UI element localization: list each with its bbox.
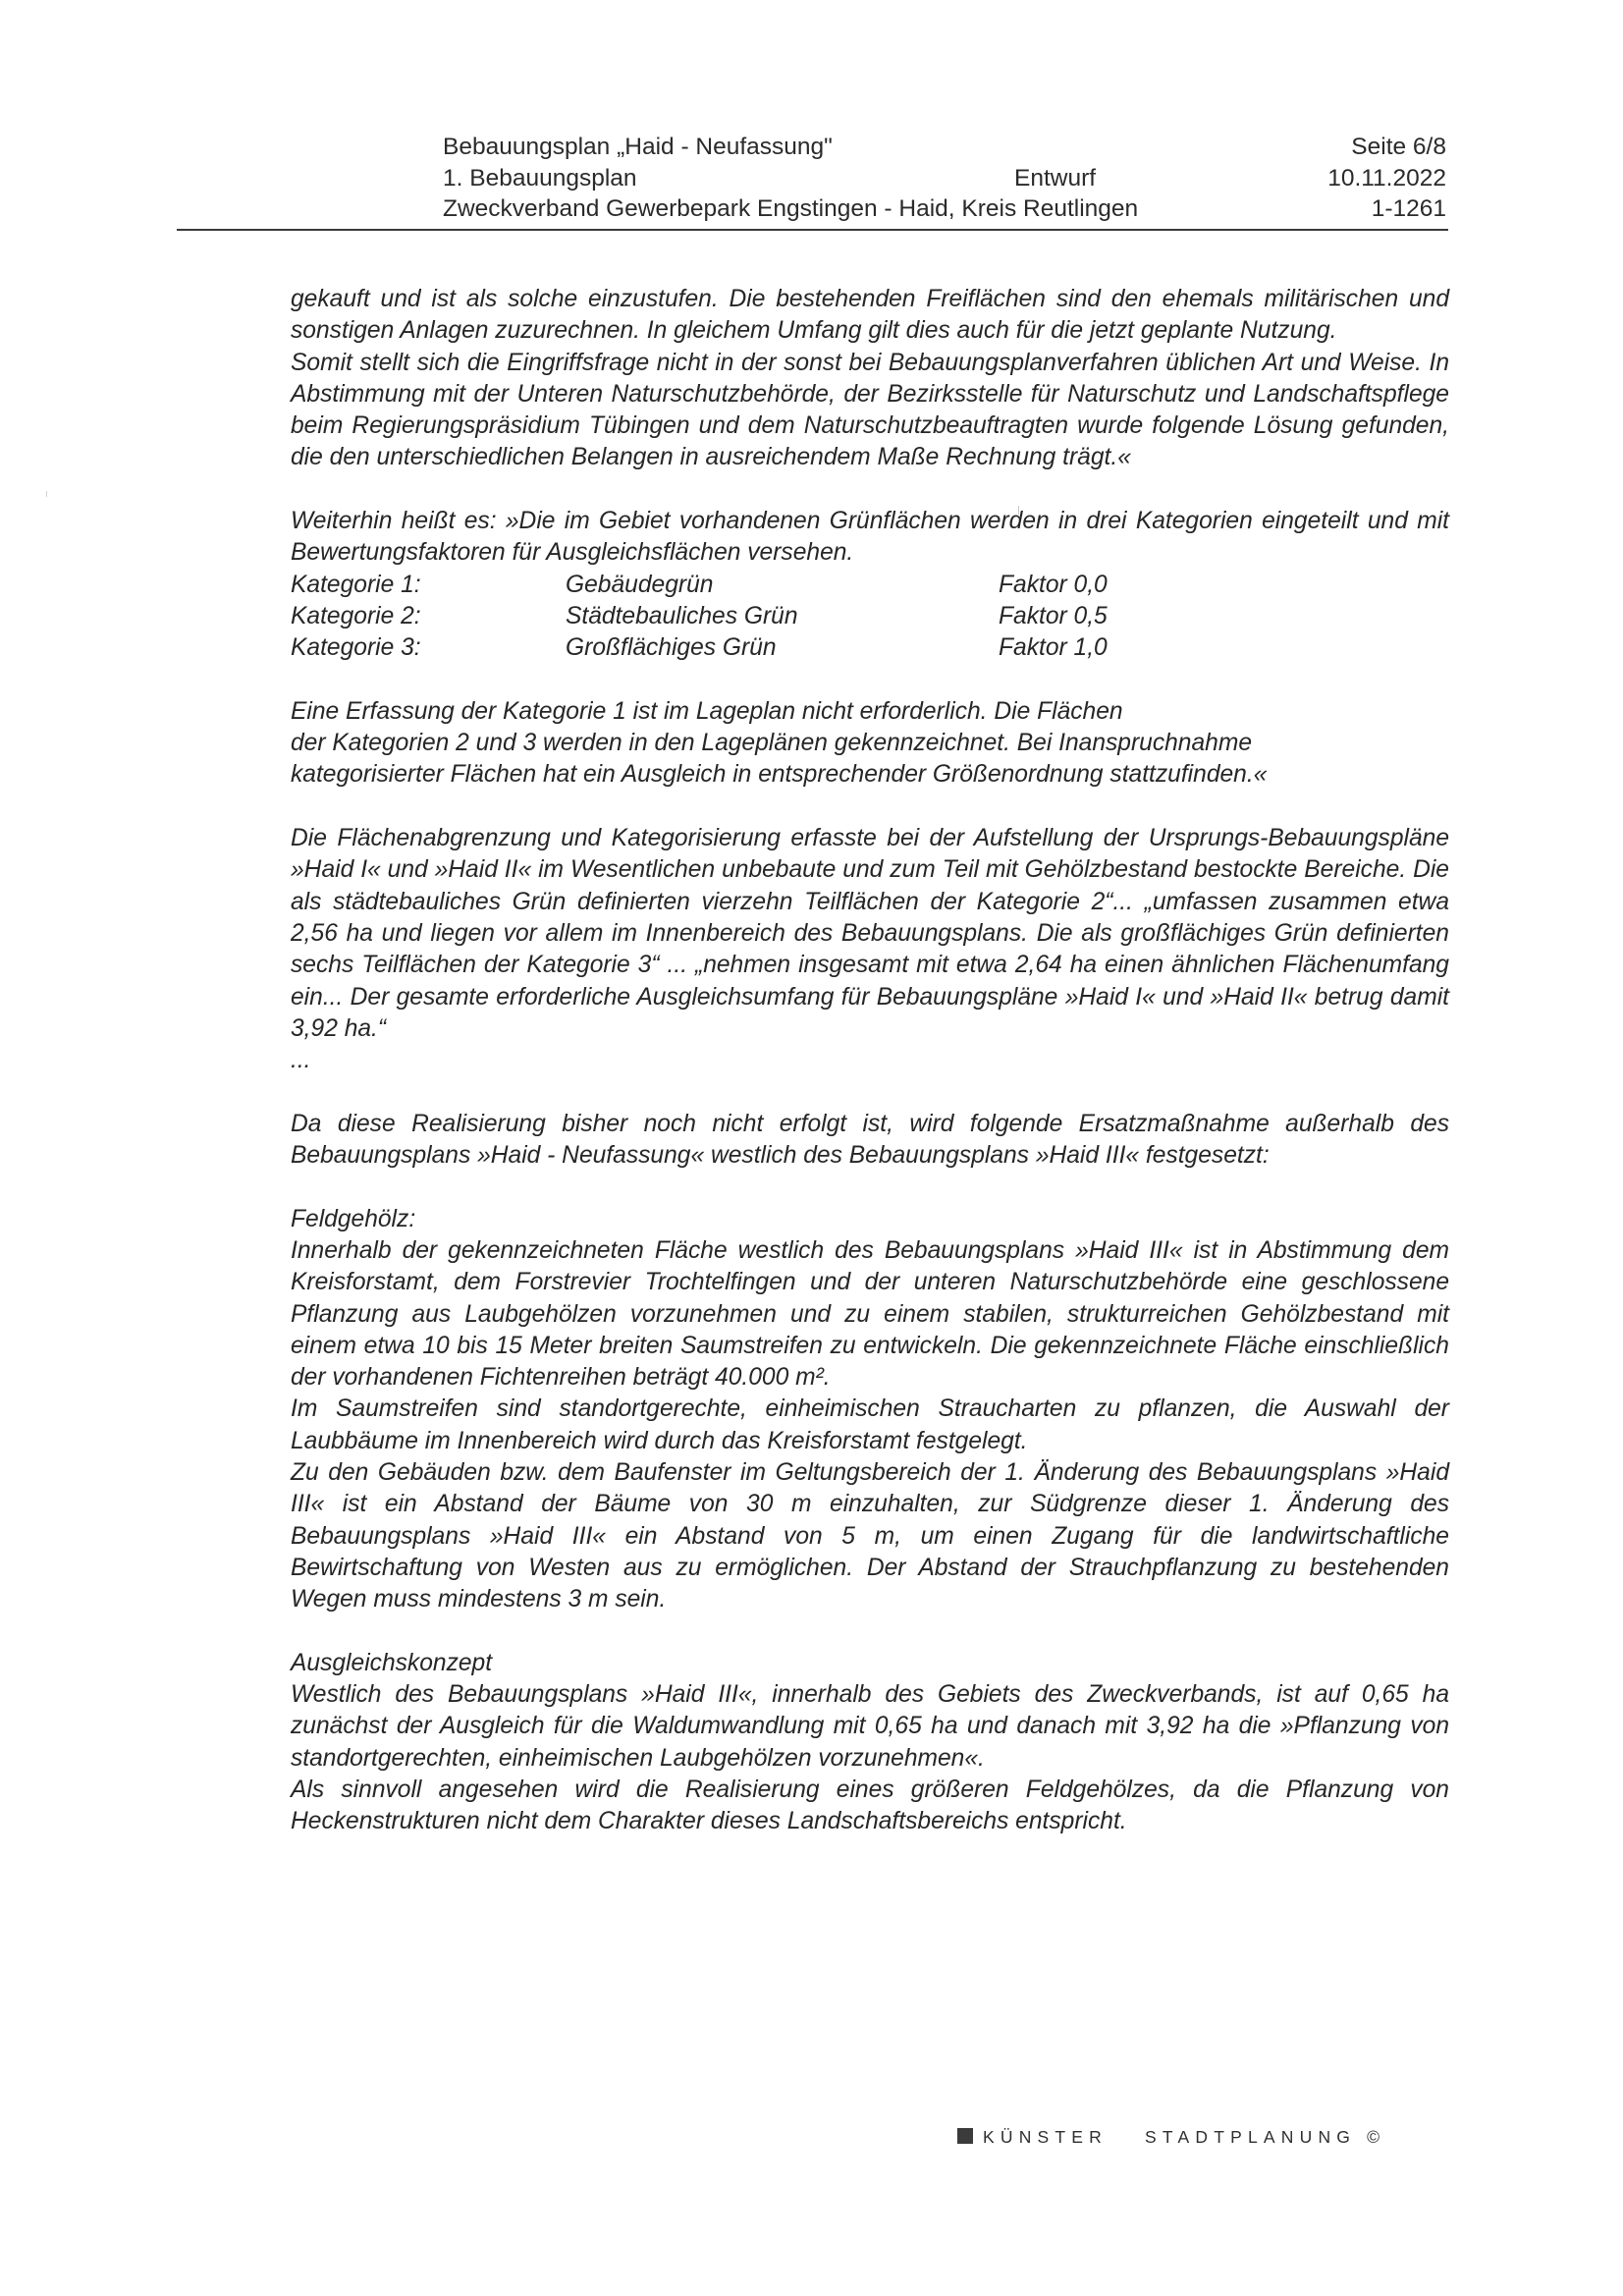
document-subtitle: 1. Bebauungsplan (443, 164, 637, 191)
category-row (291, 570, 1449, 601)
header-divider (177, 229, 1448, 231)
document-title: Bebauungsplan „Haid - Neufassung" (443, 134, 833, 160)
scan-artifact (46, 491, 47, 497)
category-name: Städtebauliches Grün (566, 602, 798, 629)
copyright-icon: © (1367, 2127, 1386, 2147)
category-factor: Faktor 0,5 (999, 602, 1108, 629)
paragraph-line: kategorisierter Flächen hat ein Ausgleich in entsprechender Größenordnung stattzufinden.« (291, 761, 1268, 789)
category-label: Kategorie 3: (291, 634, 421, 662)
category-name: Großflächiges Grün (566, 634, 777, 662)
paragraph: gekauft und ist als solche einzustufen. Die bestehenden Freiflächen sind den ehemals militärischen und sonstigen Anlagen zuzurechnen. In gleichem Umfang gilt dies auch für die jetzt geplante Nutzung. (291, 286, 1449, 345)
client-name: Zweckverband Gewerbepark Engstingen - Haid, Kreis Reutlingen (443, 195, 1139, 222)
paragraph: Die Flächenabgrenzung und Kategorisierung erfasste bei der Aufstellung der Ursprungs-Bebauungspläne »Haid I« und »Haid II« im Wesentlichen unbebaute und zum Teil mit Gehölzbestand bestockte Bereiche. Die als städtebauliches Grün definierten vierzehn Teilflächen der Kategorie 2“... „umfassen zusammen etwa 2,56 ha und liegen vor allem im Innenbereich des Bebauungsplans. Die als großflächiges Grün definierten sechs Teilflächen der Kategorie 3“ ... „nehmen insgesamt mit etwa 2,64 ha einen ähnlichen Flächenumfang ein... Der gesamte erforderliche Ausgleichsumfang für Bebauungspläne »Haid I« und »Haid II« betrug damit 3,92 ha.“ (291, 825, 1449, 1042)
header-row-3 (443, 193, 1446, 225)
paragraph: Somit stellt sich die Eingriffsfrage nicht in der sonst bei Bebauungsplanverfahren üblichen Art und Weise. In Abstimmung mit der Unteren Naturschutzbehörde, der Bezirksstelle für Naturschutz und Landschaftspflege beim Regierungspräsidium Tübingen und dem Naturschutzbeauftragten wurde folgende Lösung gefunden, die den unterschiedlichen Belangen in ausreichendem Maße Rechnung trägt.« (291, 349, 1449, 471)
section-heading: Ausgleichskonzept (291, 1649, 493, 1676)
document-date: 10.11.2022 (1327, 164, 1446, 191)
project-number: 1-1261 (1371, 195, 1446, 222)
paragraph-line: der Kategorien 2 und 3 werden in den Lageplänen gekennzeichnet. Bei Inanspruchnahme (291, 730, 1253, 757)
category-name: Gebäudegrün (566, 571, 714, 598)
page-header (443, 132, 1446, 225)
footer-branding (957, 2127, 1448, 2148)
page-number: Seite 6/8 (1351, 134, 1446, 160)
paragraph: Westlich des Bebauungsplans »Haid III«, innerhalb des Gebiets des Zweckverbands, ist auf 0,65 ha zunächst der Ausgleich für die Waldumwandlung mit 0,65 ha und danach mit 3,92 ha die »Pflanzung von standortgerechten, einheimischen Laubgehölzen vorzunehmen«. (291, 1681, 1449, 1772)
footer-word-1: KÜNSTER (983, 2127, 1109, 2147)
category-factor: Faktor 1,0 (999, 634, 1108, 662)
document-status: Entwurf (1014, 164, 1097, 191)
paragraph: Zu den Gebäuden bzw. dem Baufenster im Geltungsbereich der 1. Änderung des Bebauungsplans »Haid III« ist ein Abstand der Bäume von 30 m einzuhalten, zur Südgrenze dieser 1. Änderung des Bebauungsplans »Haid III« ein Abstand von 5 m, um einen Zugang für die landwirtschaftliche Bewirtschaftung von Westen aus zu ermöglichen. Der Abstand der Strauchpflanzung zu bestehenden Wegen muss mindestens 3 m sein. (291, 1458, 1449, 1613)
footer-word-2: STADTPLANUNG (1145, 2127, 1357, 2147)
section-heading: Feldgehölz: (291, 1205, 416, 1232)
paragraph: Innerhalb der gekennzeichneten Fläche westlich des Bebauungsplans »Haid III« ist in Abstimmung dem Kreisforstamt, dem Forstrevier Trochtelfingen und der unteren Naturschutzbehörde eine geschlossene Pflanzung aus Laubgehölzen vorzunehmen und zu einem stabilen, strukturreichen Gehölzbestand mit einem etwa 10 bis 15 Meter breiten Saumstreifen zu entwickeln. Die gekennzeichnete Fläche einschließlich der vorhandenen Fichtenreihen beträgt 40.000 m². (291, 1236, 1449, 1392)
ellipsis: ... (291, 1047, 311, 1074)
category-table (291, 570, 1449, 665)
category-row (291, 632, 1449, 664)
paragraph: Als sinnvoll angesehen wird die Realisierung eines größeren Feldgehölzes, da die Pflanzung von Heckenstrukturen nicht dem Charakter dieses Landschaftsbereichs entspricht. (291, 1776, 1449, 1835)
category-row (291, 601, 1449, 632)
paragraph-line: Eine Erfassung der Kategorie 1 ist im Lageplan nicht erforderlich. Die Flächen (291, 697, 1123, 725)
header-row-1 (443, 132, 1446, 163)
paragraph: Da diese Realisierung bisher noch nicht erfolgt ist, wird folgende Ersatzmaßnahme außerhalb des Bebauungsplans »Haid - Neufassung« westlich des Bebauungsplans »Haid III« festgesetzt: (291, 1110, 1449, 1170)
document-body (291, 284, 1449, 1838)
paragraph: Im Saumstreifen sind standortgerechte, einheimischen Straucharten zu pflanzen, die Auswahl der Laubbäume im Innenbereich wird durch das Kreisforstamt festgelegt. (291, 1395, 1449, 1454)
category-label: Kategorie 2: (291, 602, 421, 629)
paragraph: Weiterhin heißt es: »Die im Gebiet vorhandenen Grünflächen werden in drei Kategorien eingeteilt und mit Bewertungsfaktoren für Ausgleichsflächen versehen. (291, 508, 1449, 567)
category-label: Kategorie 1: (291, 571, 421, 598)
square-icon (957, 2128, 973, 2144)
category-factor: Faktor 0,0 (999, 571, 1108, 598)
header-row-2 (443, 163, 1446, 194)
